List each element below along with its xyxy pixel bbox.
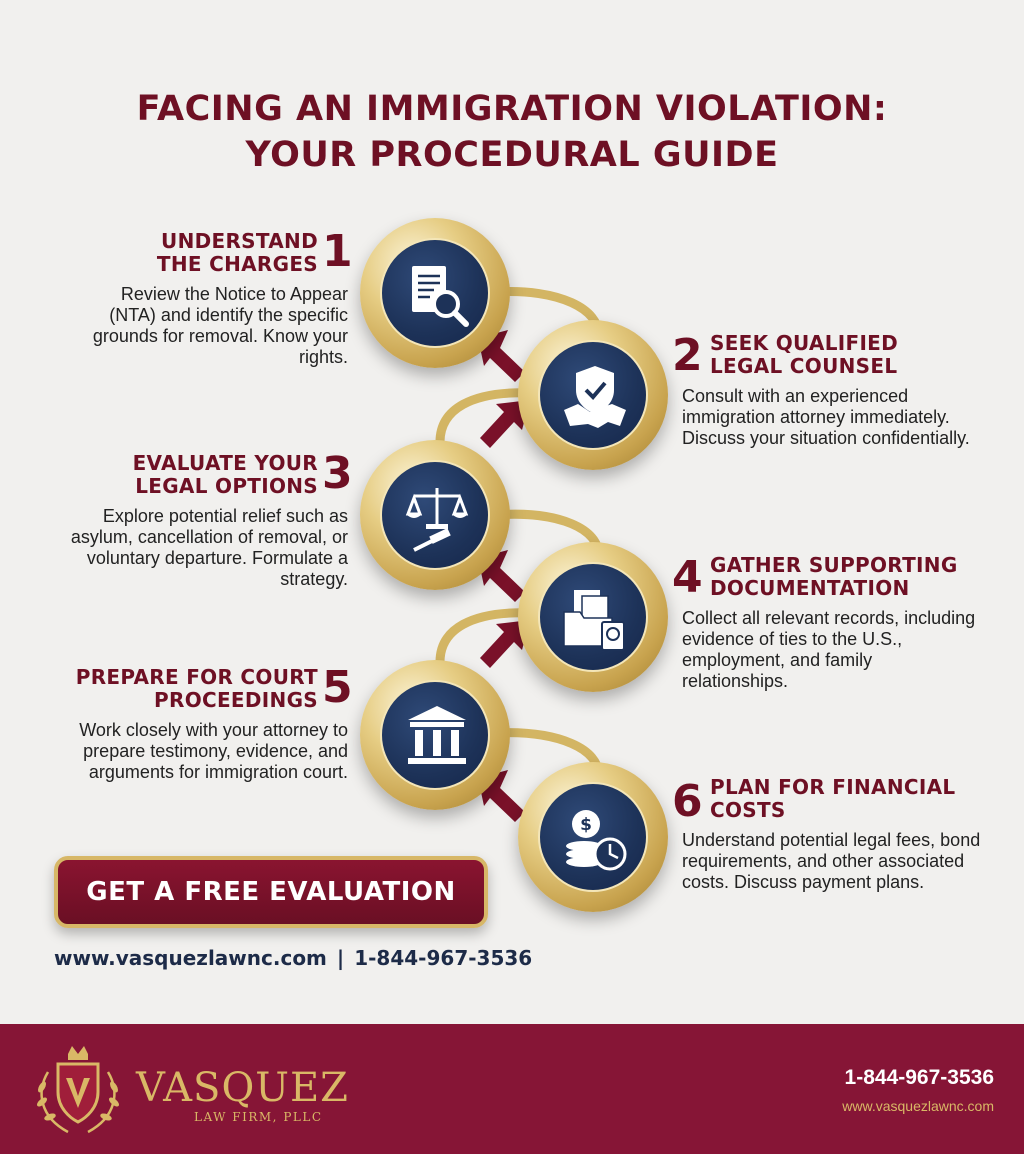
shield-handshake-icon <box>558 360 632 434</box>
firm-crest-logo <box>28 1042 128 1142</box>
step-3-badge <box>360 440 510 590</box>
step-4-badge <box>518 542 668 692</box>
step-2-heading: SEEK QUALIFIED LEGAL COUNSEL <box>710 331 899 378</box>
step-6-number: 6 <box>672 776 703 827</box>
contact-separator: | <box>336 946 345 970</box>
free-evaluation-button[interactable]: GET A FREE EVALUATION <box>54 856 488 928</box>
brand-name: VASQUEZ <box>136 1065 349 1111</box>
step-1-badge <box>360 218 510 368</box>
step-5-badge <box>360 660 510 810</box>
step-2-badge <box>518 320 668 470</box>
footer <box>0 1024 1024 1154</box>
step-6-badge <box>518 762 668 912</box>
document-magnifier-icon <box>400 258 474 332</box>
step-6-heading: PLAN FOR FINANCIAL COSTS <box>710 775 956 822</box>
title-line-1: FACING AN IMMIGRATION VIOLATION: <box>136 89 888 129</box>
step-3-number: 3 <box>322 448 353 499</box>
footer-website[interactable]: www.vasquezlawnc.com <box>842 1098 994 1114</box>
step-1-description: Review the Notice to Appear (NTA) and identify the specific grounds for removal. Know your rights. <box>92 284 348 367</box>
footer-phone[interactable]: 1-844-967-3536 <box>844 1066 994 1089</box>
step-1-number: 1 <box>322 226 353 277</box>
step-5-heading: PREPARE FOR COURT PROCEEDINGS <box>75 665 318 712</box>
step-5-description: Work closely with your attorney to prepare testimony, evidence, and arguments for immigration court. <box>79 720 348 782</box>
scales-gavel-icon <box>400 480 474 554</box>
svg-text:$: $ <box>580 815 592 835</box>
coins-clock-icon <box>558 802 632 876</box>
step-1-heading: UNDERSTAND THE CHARGES <box>156 229 318 276</box>
folder-passport-icon <box>558 582 632 656</box>
step-5-number: 5 <box>322 662 353 713</box>
step-6-description: Understand potential legal fees, bond requirements, and other associated costs. Discuss payment plans. <box>682 830 981 892</box>
title-line-2: YOUR PROCEDURAL GUIDE <box>245 135 779 175</box>
contact-line <box>54 946 532 970</box>
courthouse-icon <box>400 700 474 774</box>
step-4-number: 4 <box>672 552 703 603</box>
step-3-description: Explore potential relief such as asylum, cancellation of removal, or voluntary departure. Formulate a strategy. <box>70 506 348 589</box>
contact-phone[interactable]: 1-844-967-3536 <box>354 946 533 970</box>
step-3-heading: EVALUATE YOUR LEGAL OPTIONS <box>132 451 318 498</box>
step-2-number: 2 <box>672 330 703 381</box>
contact-website[interactable]: www.vasquezlawnc.com <box>54 946 327 970</box>
step-4-description: Collect all relevant records, including evidence of ties to the U.S., employment, and family relationships. <box>682 608 976 691</box>
step-2-description: Consult with an experienced immigration attorney immediately. Discuss your situation confidentially. <box>682 386 970 448</box>
brand-subtitle: LAW FIRM, PLLC <box>194 1110 323 1124</box>
step-4-heading: GATHER SUPPORTING DOCUMENTATION <box>710 553 958 600</box>
